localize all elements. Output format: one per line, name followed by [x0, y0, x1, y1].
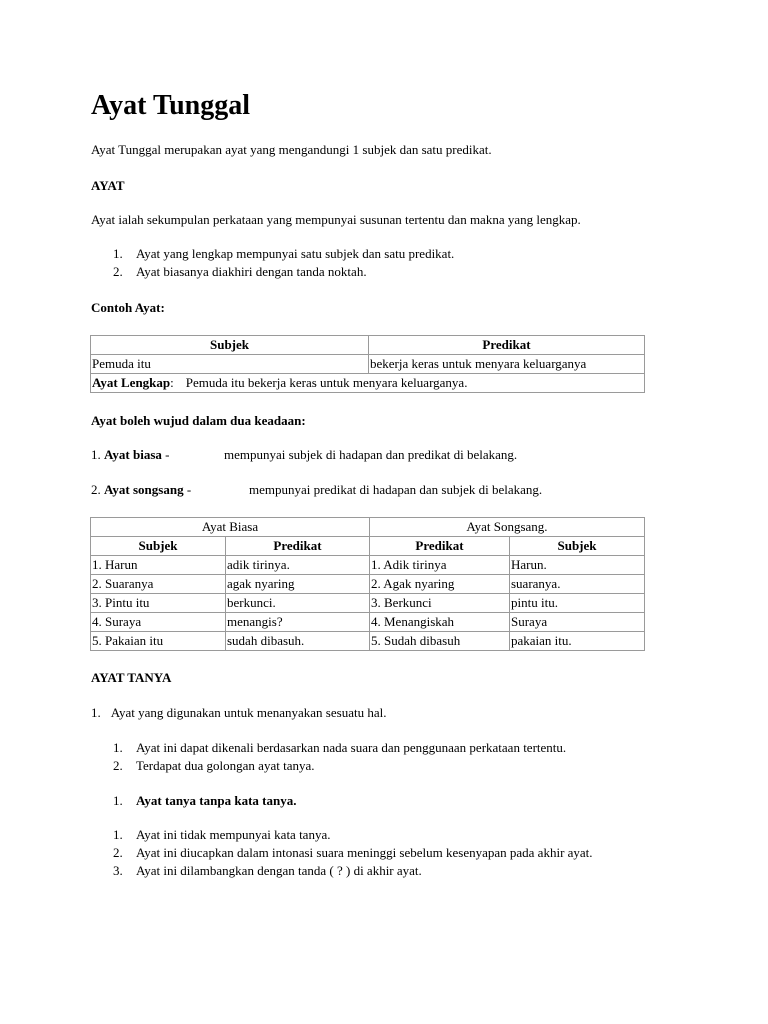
table-cell: 4. Menangiskah: [370, 613, 510, 632]
keadaan-heading: Ayat boleh wujud dalam dua keadaan:: [91, 413, 306, 428]
page-title: Ayat Tunggal: [91, 90, 250, 121]
table-cell: agak nyaring: [226, 575, 370, 594]
ayat-lengkap-text: Pemuda itu bekerja keras untuk menyara keluarganya.: [185, 374, 468, 390]
keadaan-label: Ayat biasa: [104, 447, 162, 462]
intro-paragraph: Ayat Tunggal merupakan ayat yang mengandungi 1 subjek dan satu predikat.: [91, 142, 492, 157]
table-cell: 2. Agak nyaring: [370, 575, 510, 594]
table-cell: 3. Berkunci: [370, 594, 510, 613]
definition-number: 1.: [91, 705, 101, 720]
keadaan-number: 1.: [91, 447, 101, 462]
table-group-header-row: [91, 518, 645, 537]
contoh-heading: Contoh Ayat:: [91, 300, 165, 315]
list-number: 1.: [113, 740, 123, 755]
list-text: Terdapat dua golongan ayat tanya.: [136, 758, 315, 773]
list-text: Ayat ini dilambangkan dengan tanda ( ? ) di akhir ayat.: [136, 863, 422, 878]
table-cell: pintu itu.: [510, 594, 645, 613]
table-cell: suaranya.: [510, 575, 645, 594]
table-cell: sudah dibasuh.: [226, 632, 370, 651]
table-header-subjek: Subjek: [91, 336, 369, 355]
keadaan-dash: -: [165, 447, 170, 462]
keadaan-dash: -: [186, 482, 192, 497]
table-cell: 5. Sudah dibasuh: [370, 632, 510, 651]
table-cell: 1. Adik tirinya: [370, 556, 510, 575]
table-header: Predikat: [226, 537, 370, 556]
table-header: Predikat: [370, 537, 510, 556]
table-header-row: [91, 537, 645, 556]
ayat-tanya-definition: Ayat yang digunakan untuk menanyakan sesuatu hal.: [110, 705, 387, 720]
table-header-row: [91, 336, 645, 355]
table-row: [91, 632, 645, 651]
table-cell: berkunci.: [226, 594, 370, 613]
keadaan-label: Ayat songsang: [104, 482, 184, 497]
keadaan-item-2: [91, 482, 191, 498]
ayat-lengkap-cell: [91, 374, 645, 393]
list-text: Ayat ini dapat dikenali berdasarkan nada suara dan penggunaan perkataan tertentu.: [136, 740, 567, 755]
subheading-tanpa-kata-tanya: Ayat tanya tanpa kata tanya.: [136, 793, 297, 808]
list-number: 1.: [113, 793, 123, 808]
list-number: 2.: [113, 845, 123, 860]
group-header-ayat-biasa: Ayat Biasa: [91, 518, 370, 537]
table-cell: 4. Suraya: [91, 613, 226, 632]
keadaan-text-2: mempunyai predikat di hadapan dan subjek di belakang.: [249, 482, 543, 497]
table-header-predikat: Predikat: [369, 336, 645, 355]
table-cell: 2. Suaranya: [91, 575, 226, 594]
table-cell: adik tirinya.: [226, 556, 370, 575]
list-number: 3.: [113, 863, 123, 878]
keadaan-number: 2.: [91, 482, 101, 497]
ayat-lengkap-colon: :: [170, 374, 174, 390]
table-cell: Harun.: [510, 556, 645, 575]
list-text: Ayat yang lengkap mempunyai satu subjek dan satu predikat.: [136, 246, 455, 261]
section-heading-ayat-tanya: AYAT TANYA: [91, 670, 172, 685]
list-number: 2.: [113, 264, 123, 279]
table-cell: Suraya: [510, 613, 645, 632]
table-row: [91, 355, 645, 374]
list-number: 1.: [113, 246, 123, 261]
table-row: [91, 556, 645, 575]
section-heading-ayat: AYAT: [91, 178, 125, 193]
table-cell: Pemuda itu: [91, 355, 369, 374]
table-cell: 3. Pintu itu: [91, 594, 226, 613]
list-text: Ayat ini tidak mempunyai kata tanya.: [136, 827, 331, 842]
list-text: Ayat biasanya diakhiri dengan tanda noktah.: [136, 264, 367, 279]
table-row: [91, 575, 645, 594]
table-row: [91, 594, 645, 613]
table-cell: bekerja keras untuk menyara keluarganya: [369, 355, 645, 374]
table-row: [91, 613, 645, 632]
group-header-ayat-songsang: Ayat Songsang.: [370, 518, 645, 537]
table-cell: pakaian itu.: [510, 632, 645, 651]
table-cell: 5. Pakaian itu: [91, 632, 226, 651]
table-row: [91, 374, 645, 393]
table-header: Subjek: [510, 537, 645, 556]
list-number: 2.: [113, 758, 123, 773]
table-header: Subjek: [91, 537, 226, 556]
keadaan-item-1: [91, 447, 170, 463]
comparison-table: [90, 517, 645, 651]
keadaan-text-1: mempunyai subjek di hadapan dan predikat di belakang.: [224, 447, 518, 462]
list-number: 1.: [113, 827, 123, 842]
table-cell: menangis?: [226, 613, 370, 632]
list-text: Ayat ini diucapkan dalam intonasi suara meninggi sebelum kesenyapan pada akhir ayat.: [136, 845, 593, 860]
ayat-definition: Ayat ialah sekumpulan perkataan yang mempunyai susunan tertentu dan makna yang lengkap.: [91, 212, 581, 227]
contoh-table: [90, 335, 645, 393]
table-cell: 1. Harun: [91, 556, 226, 575]
ayat-tanya-definition-row: [91, 705, 386, 721]
ayat-lengkap-label: Ayat Lengkap: [92, 374, 171, 390]
